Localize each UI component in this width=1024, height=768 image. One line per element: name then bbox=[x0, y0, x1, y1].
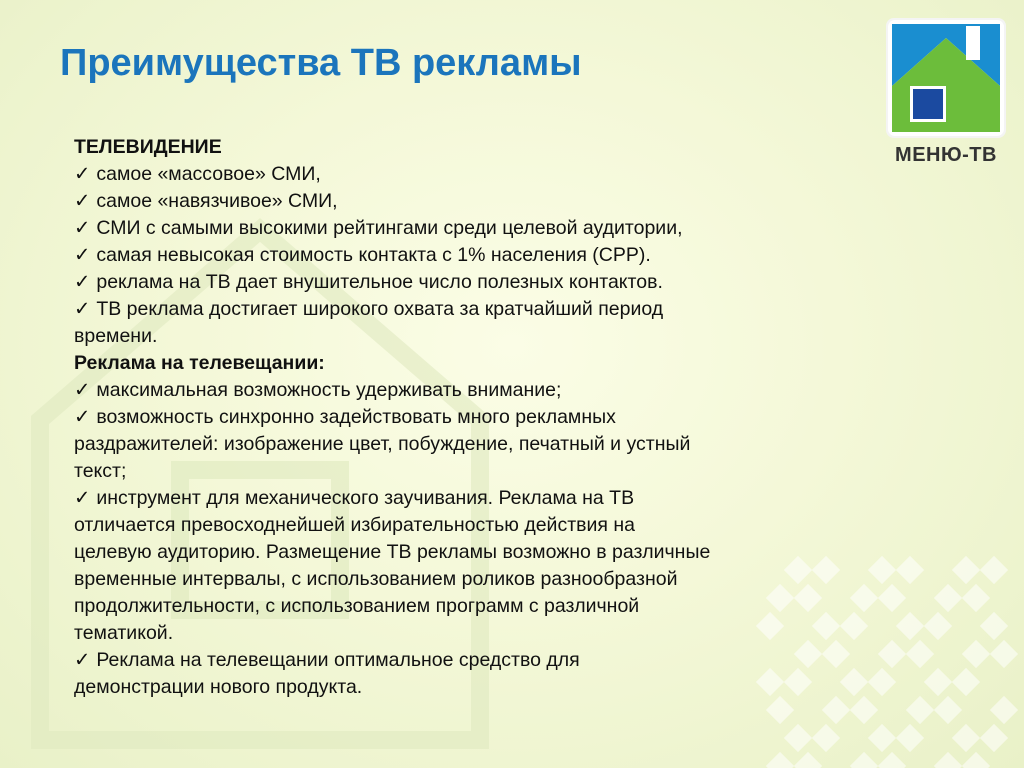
background-tile bbox=[896, 556, 924, 584]
list-item: ✓ инструмент для механического заучивания. Реклама на ТВ bbox=[74, 485, 834, 512]
list-item-continuation: времени. bbox=[74, 325, 158, 347]
list-item-continuation: демонстрации нового продукта. bbox=[74, 676, 363, 698]
background-tile bbox=[906, 640, 934, 668]
background-tile bbox=[840, 668, 868, 696]
background-tile bbox=[980, 556, 1008, 584]
background-tile bbox=[850, 752, 878, 768]
background-tile bbox=[924, 668, 952, 696]
background-tile bbox=[906, 696, 934, 724]
list-item-continuation: раздражителей: изображение цвет, побуждение, печатный и устный bbox=[74, 433, 691, 455]
background-tile bbox=[962, 640, 990, 668]
background-tile bbox=[878, 640, 906, 668]
background-tile bbox=[980, 724, 1008, 752]
list-item: ✓ самое «массовое» СМИ, bbox=[74, 161, 834, 188]
background-tile bbox=[952, 556, 980, 584]
menu-tv-logo bbox=[884, 16, 1008, 166]
background-tile bbox=[868, 668, 896, 696]
list-item-continuation: продолжительности, с использованием программ с различной bbox=[74, 595, 640, 617]
background-tile bbox=[878, 752, 906, 768]
list-item: ✓ Реклама на телевещании оптимальное средство для bbox=[74, 647, 834, 674]
background-tile bbox=[840, 612, 868, 640]
background-tile bbox=[990, 696, 1018, 724]
background-tile bbox=[896, 612, 924, 640]
background-tile bbox=[980, 612, 1008, 640]
background-tile bbox=[766, 752, 794, 768]
background-tile bbox=[934, 752, 962, 768]
background-tile bbox=[962, 584, 990, 612]
slide-content bbox=[74, 134, 834, 701]
background-tile bbox=[924, 612, 952, 640]
background-tile bbox=[952, 668, 980, 696]
background-tile bbox=[850, 584, 878, 612]
logo-house-icon bbox=[884, 16, 1008, 140]
list-item-continuation: временные интервалы, с использованием роликов разнообразной bbox=[74, 568, 678, 590]
list-item: ✓ реклама на ТВ дает внушительное число полезных контактов. bbox=[74, 269, 834, 296]
slide-title: Преимущества ТВ рекламы bbox=[60, 42, 582, 84]
list-item: ✓ возможность синхронно задействовать много рекламных bbox=[74, 404, 834, 431]
background-tile bbox=[962, 752, 990, 768]
background-tile bbox=[794, 752, 822, 768]
list-item: ✓ самая невысокая стоимость контакта с 1% населения (CPP). bbox=[74, 242, 834, 269]
list-item: ✓ ТВ реклама достигает широкого охвата за кратчайший период bbox=[74, 296, 834, 323]
logo-text: МЕНЮ-ТВ bbox=[895, 144, 997, 166]
background-tile bbox=[812, 724, 840, 752]
list-item: ✓ СМИ с самыми высокими рейтингами среди целевой аудитории, bbox=[74, 215, 834, 242]
list-item-continuation: отличается превосходнейшей избирательностью действия на bbox=[74, 514, 635, 536]
background-tile bbox=[896, 724, 924, 752]
list-item-continuation: тематикой. bbox=[74, 622, 174, 644]
background-tile bbox=[868, 724, 896, 752]
background-tile bbox=[868, 556, 896, 584]
background-tile bbox=[990, 640, 1018, 668]
list-item: ✓ максимальная возможность удерживать внимание; bbox=[74, 377, 834, 404]
list-item: ✓ самое «навязчивое» СМИ, bbox=[74, 188, 834, 215]
section-heading-broadcast: Реклама на телевещании: bbox=[74, 352, 325, 374]
background-tile bbox=[934, 584, 962, 612]
list-item-continuation: целевую аудиторию. Размещение ТВ рекламы возможно в различные bbox=[74, 541, 711, 563]
background-tile bbox=[784, 724, 812, 752]
section-heading-television: ТЕЛЕВИДЕНИЕ bbox=[74, 136, 222, 158]
background-tile bbox=[878, 584, 906, 612]
background-tile bbox=[934, 696, 962, 724]
background-tile bbox=[952, 724, 980, 752]
background-tile bbox=[850, 696, 878, 724]
list-item-continuation: текст; bbox=[74, 460, 127, 482]
